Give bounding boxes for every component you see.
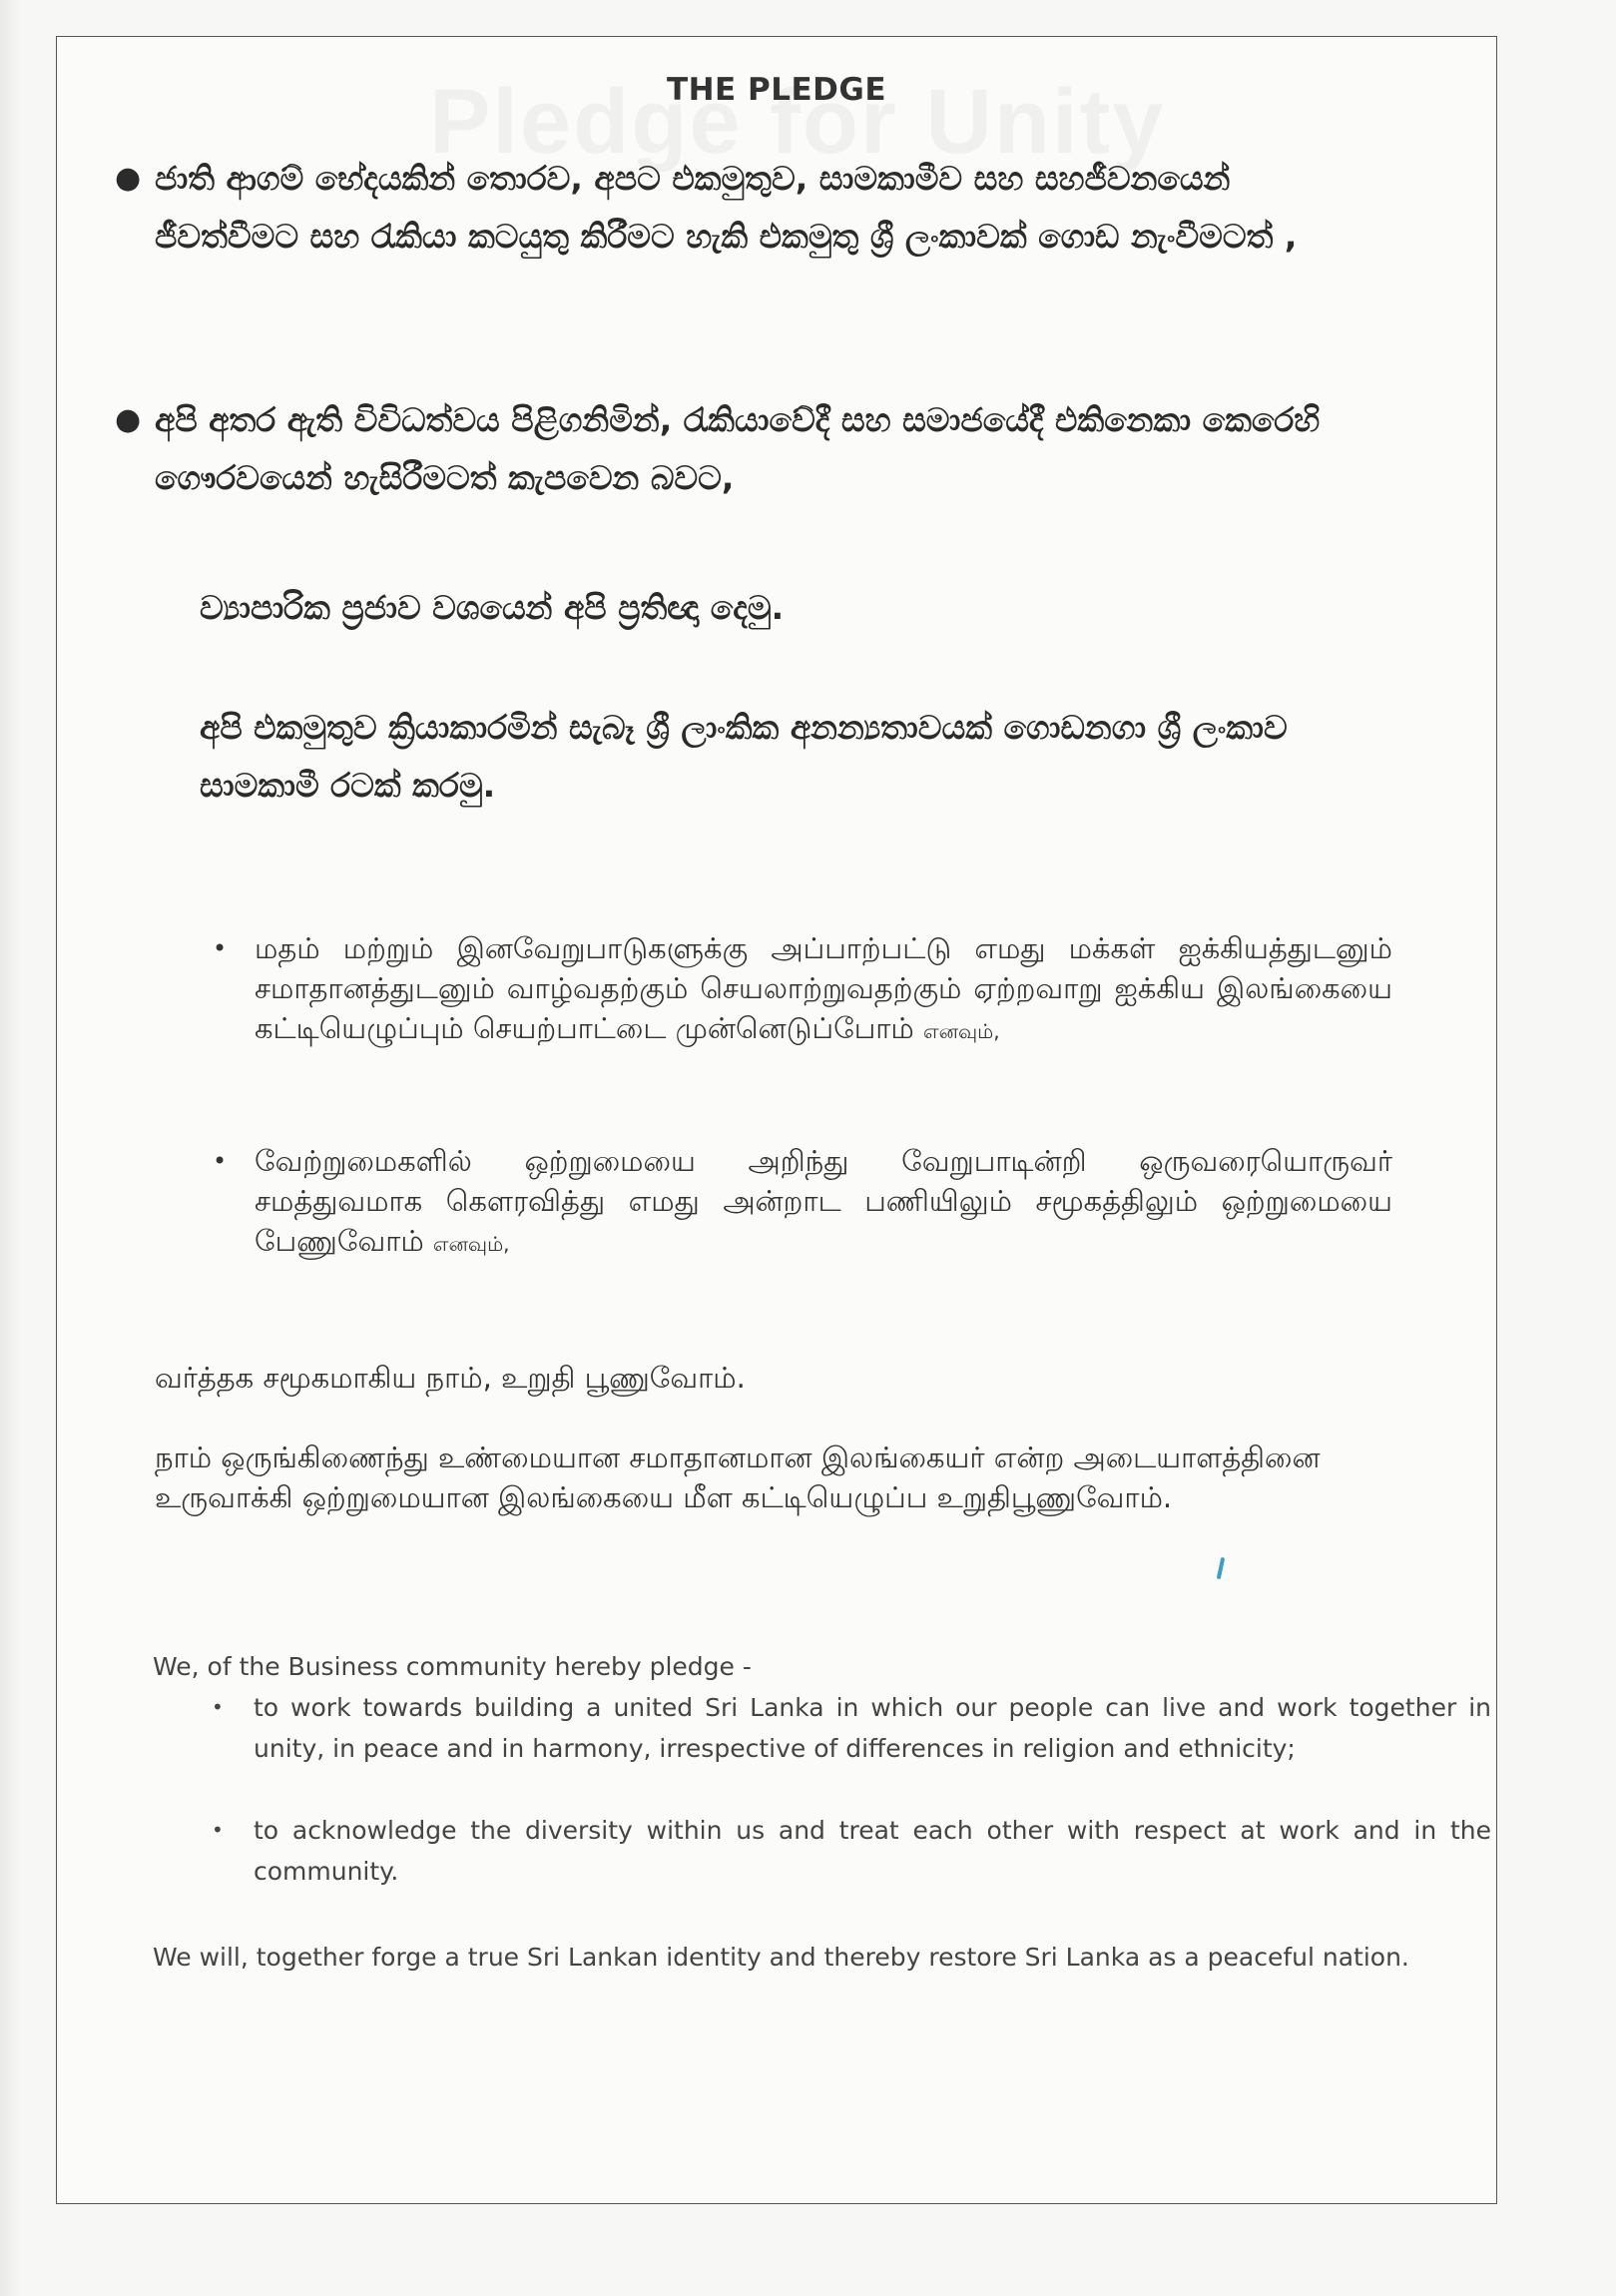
sinhala-bullet-1-text: ජාති ආගම් භේදයකින් තොරව, අපට එකමුතුව, සාමකාමීව සහ සහජීවනයෙන් ජීවත්වීමට සහ රැකියා කටයුතු කිරීමට හැකි එකමුතු ශ්‍රී ලංකාවක් ගොඩ නැංවීමටත් , <box>155 159 1298 256</box>
bullet-icon: • <box>212 1818 224 1842</box>
english-intro: We, of the Business community hereby pledge - <box>153 1652 752 1681</box>
page-title: THE PLEDGE <box>666 72 887 108</box>
tamil-bullet-1-text: மதம் மற்றும் இனவேறுபாடுகளுக்கு அப்பாற்பட்டு எமது மக்கள் ஐக்கியத்துடனும் சமாதானத்துடனும் வாழ்வதற்கும் செயலாற்றுவதற்கும் ஏற்றவாறு ஐக்கிய இலங்கையை கட்டியெழுப்பும் செயற்பாட்டை முன்னெடுப்போம் <box>255 931 1392 1045</box>
sinhala-bullet-2 <box>115 391 1382 507</box>
english-bullet-2-text: to acknowledge the diversity within us and treat each other with respect at work and in the community. <box>254 1816 1491 1886</box>
english-bullet-1-text: to work towards building a united Sri Lanka in which our people can live and work together in unity, in peace and in harmony, irrespective of differences in religion and ethnicity; <box>254 1693 1491 1763</box>
tamil-bullet-2 <box>213 1141 1392 1264</box>
english-bullet-2 <box>212 1810 1491 1892</box>
english-closing: We will, together forge a true Sri Lankan identity and thereby restore Sri Lanka as a peaceful nation. <box>153 1943 1409 1972</box>
sinhala-bullet-1 <box>115 150 1382 266</box>
bullet-icon: • <box>213 934 228 962</box>
bullet-icon: • <box>212 1695 224 1719</box>
sinhala-pledge-line: ව්‍යාපාරික ප්‍රජාව වශයෙන් අපි ප්‍රතිඥා දෙමු. <box>200 588 785 627</box>
tamil-bullet-1-suffix: எனவும், <box>923 1019 1000 1043</box>
bullet-icon: ● <box>115 402 142 437</box>
tamil-bullet-1 <box>213 928 1392 1051</box>
scan-shadow <box>0 0 22 2296</box>
sinhala-closing: අපි එකමුතුව ක්‍රියාකාරමින් සැබෑ ශ්‍රී ලාංකික අනන්‍යතාවයක් ගොඩනගා ශ්‍රී ලංකාව සාමකාමී රටක් කරමු. <box>200 708 1288 805</box>
tamil-bullet-2-suffix: எனவும், <box>432 1232 510 1256</box>
sinhala-bullet-2-text: අපි අතර ඇති විවිධත්වය පිළිගනිමින්, රැකියාවේදී සහ සමාජයේදී එකිනෙකා කෙරෙහි ගෞරවයෙන් හැසිරීමටත් කැපවෙන බවට, <box>155 400 1321 497</box>
tamil-pledge-line: வர்த்தக சமூகமாகிய நாம், உறுதி பூணுவோம். <box>155 1361 746 1395</box>
bullet-icon: • <box>213 1147 228 1175</box>
english-bullet-1 <box>212 1687 1491 1769</box>
title-container <box>56 36 1497 108</box>
tamil-bullet-2-text: வேற்றுமைகளில் ஒற்றுமையை அறிந்து வேறுபாடின்றி ஒருவரையொருவர் சமத்துவமாக கௌரவித்து எமது அன்றாட பணியிலும் சமூகத்திலும் ஒற்றுமையை பேணுவோம் <box>255 1144 1392 1258</box>
bullet-icon: ● <box>115 161 142 196</box>
tamil-closing: நாம் ஒருங்கிணைந்து உண்மையான சமாதானமான இலங்கையர் என்ற அடையாளத்தினை உருவாக்கி ஒற்றுமையான இலங்கையை மீள கட்டியெழுப்ப உறுதிபூணுவோம். <box>155 1440 1321 1514</box>
